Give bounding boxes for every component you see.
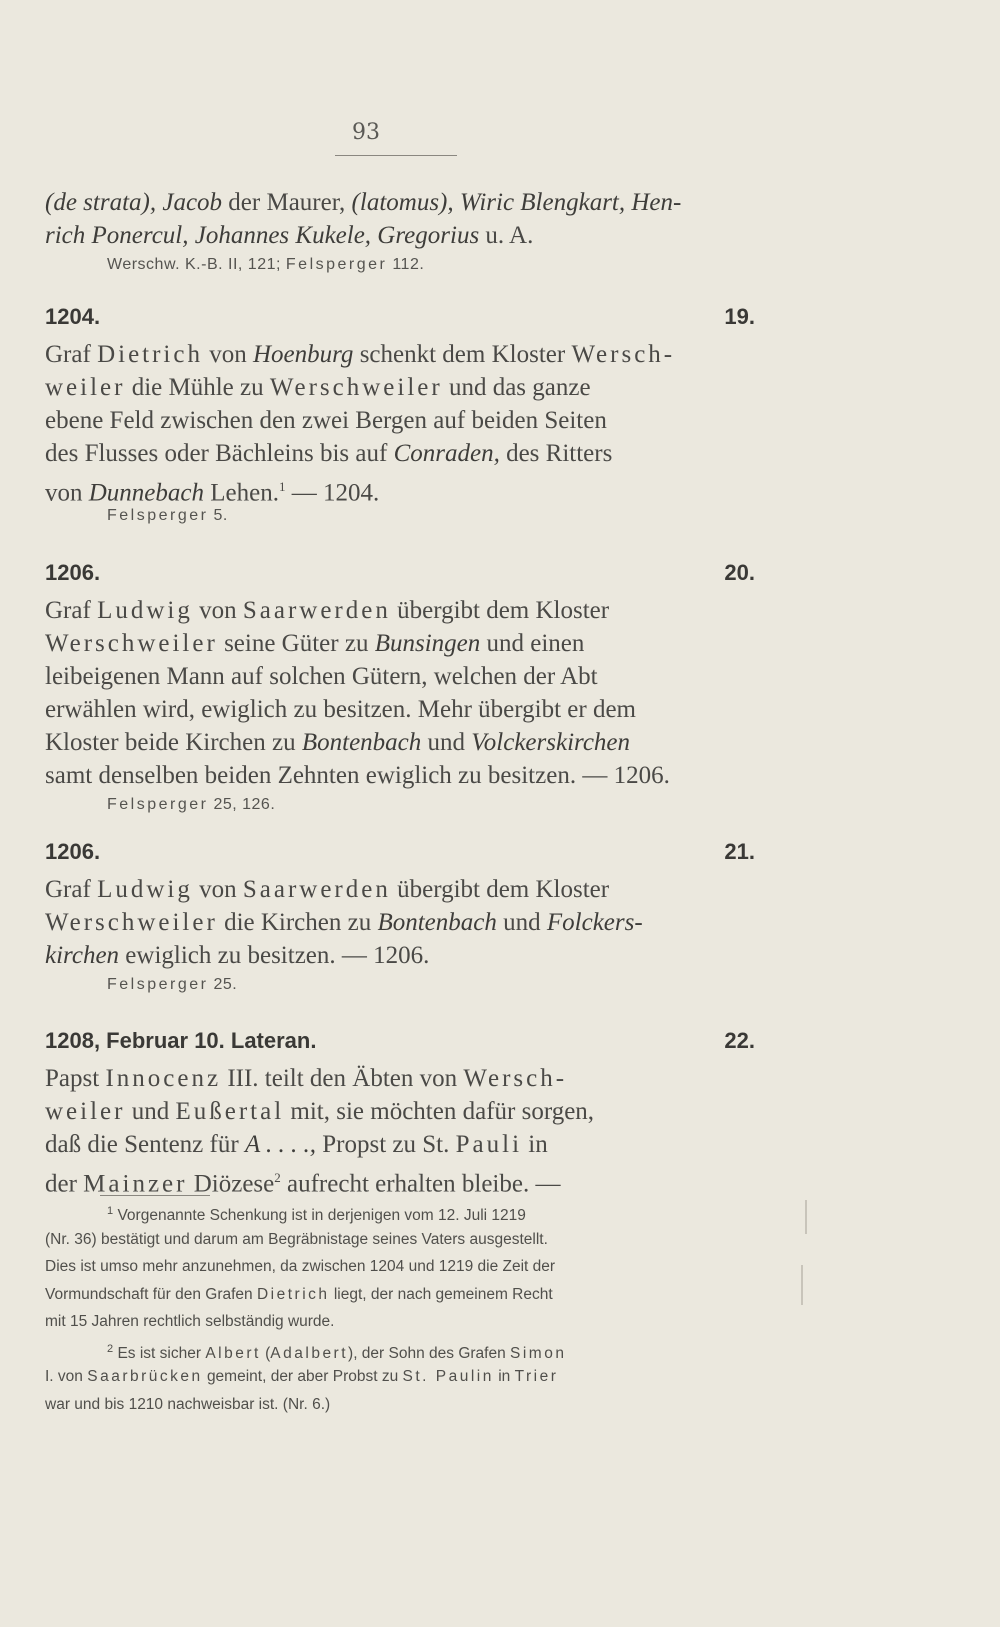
entry-line: kirchen ewiglich zu besitzen. — 1206. bbox=[45, 942, 430, 969]
entry-number: 22. bbox=[724, 1028, 755, 1053]
entry-line: Werschweiler seine Güter zu Bunsingen und einen bbox=[45, 630, 585, 657]
entry-line: Graf Dietrich von Hoenburg schenkt dem Kloster Wersch- bbox=[45, 341, 676, 368]
entry-line: samt denselben beiden Zehnten ewiglich zu besitzen. — 1206. bbox=[45, 762, 670, 789]
footnote-line: Dies ist umso mehr anzunehmen, da zwischen 1204 und 1219 die Zeit der bbox=[45, 1258, 556, 1275]
entry-date: 1206. bbox=[45, 560, 101, 585]
entry-line: leibeigenen Mann auf solchen Gütern, welchen der Abt bbox=[45, 663, 598, 690]
source-reference: Werschw. K.-B. II, 121; Felsperger 112. bbox=[107, 256, 425, 273]
footnote-line: Vormundschaft für den Grafen Dietrich liegt, der nach gemeinem Recht bbox=[45, 1285, 553, 1303]
footnote-line: $^1$ Vorgenannte Schenkung ist in derjenigen vom 12. Juli 1219 bbox=[107, 1205, 526, 1225]
entry-20 bbox=[45, 560, 755, 818]
entry-date: 1208, Februar 10. Lateran. bbox=[45, 1028, 317, 1053]
entry-line: Graf Ludwig von Saarwerden übergibt dem Kloster bbox=[45, 876, 610, 903]
entry-number: 20. bbox=[724, 560, 755, 585]
entry-line: Werschweiler die Kirchen zu Bontenbach und Folckers- bbox=[45, 909, 643, 936]
entry-line: weiler die Mühle zu Werschweiler und das ganze bbox=[45, 374, 591, 401]
footnote-line: (Nr. 36) bestätigt und darum am Begräbnistage seines Vaters ausgestellt. bbox=[45, 1230, 548, 1248]
entry-line: der Mainzer Diözese$^2$ aufrecht erhalten bleibe. — bbox=[45, 1170, 561, 1194]
entry-line: Graf Ludwig von Saarwerden übergibt dem Kloster bbox=[45, 597, 610, 624]
entry-21 bbox=[45, 839, 755, 998]
source-reference: Felsperger 25. bbox=[107, 976, 238, 993]
margin-mark bbox=[801, 1265, 803, 1305]
footnote-rule bbox=[100, 1195, 210, 1196]
entry-header bbox=[45, 839, 755, 873]
footnote-ref: 2 bbox=[274, 1170, 281, 1185]
footnote-line: I. von Saarbrücken gemeint, der aber Probst zu St. Paulin in Trier bbox=[45, 1368, 559, 1385]
entry-line: erwählen wird, ewiglich zu besitzen. Mehr übergibt er dem bbox=[45, 696, 637, 723]
intro-line: rich Ponercul, Johannes Kukele, Gregorius u. A. bbox=[45, 222, 534, 249]
footnote-ref: 1 bbox=[278, 479, 286, 494]
intro-block bbox=[45, 186, 755, 278]
entry-22 bbox=[45, 1028, 755, 1194]
entry-line: des Flusses oder Bächleins bis auf Conraden, des Ritters bbox=[45, 440, 613, 467]
entry-line: von Dunnebach Lehen.$^1$ — 1204. bbox=[45, 479, 380, 503]
footnotes bbox=[45, 1198, 755, 1418]
entry-header bbox=[45, 1028, 755, 1062]
entry-header bbox=[45, 560, 755, 594]
page-number-rule bbox=[335, 155, 457, 156]
entry-19 bbox=[45, 304, 755, 529]
entry-number: 21. bbox=[724, 839, 755, 864]
entry-date: 1204. bbox=[45, 304, 101, 329]
entry-line: ebene Feld zwischen den zwei Bergen auf beiden Seiten bbox=[45, 407, 607, 434]
margin-mark bbox=[805, 1200, 807, 1234]
entry-line: weiler und Eußertal mit, sie möchten dafür sorgen, bbox=[45, 1098, 595, 1125]
source-reference: Felsperger 5. bbox=[107, 507, 228, 524]
entry-line: Kloster beide Kirchen zu Bontenbach und Volckerskirchen bbox=[45, 729, 631, 756]
entry-line: daß die Sentenz für A . . . ., Propst zu St. Pauli in bbox=[45, 1131, 548, 1158]
entry-line: Papst Innocenz III. teilt den Äbten von Wersch- bbox=[45, 1065, 568, 1092]
footnote-line: war und bis 1210 nachweisbar ist. (Nr. 6.) bbox=[45, 1395, 331, 1413]
entry-number: 19. bbox=[724, 304, 755, 329]
intro-line: (de strata), Jacob der Maurer, (latomus), Wiric Blengkart, Hen- bbox=[45, 189, 682, 216]
source-reference: Felsperger 25, 126. bbox=[107, 796, 276, 813]
entry-header bbox=[45, 304, 755, 338]
page-number: 93 bbox=[352, 120, 380, 145]
footnote-line: $^2$ Es ist sicher Albert (Adalbert), der Sohn des Grafen Simon bbox=[107, 1342, 567, 1362]
footnote-line: mit 15 Jahren rechtlich selbständig wurde. bbox=[45, 1313, 335, 1330]
entry-date: 1206. bbox=[45, 839, 101, 864]
